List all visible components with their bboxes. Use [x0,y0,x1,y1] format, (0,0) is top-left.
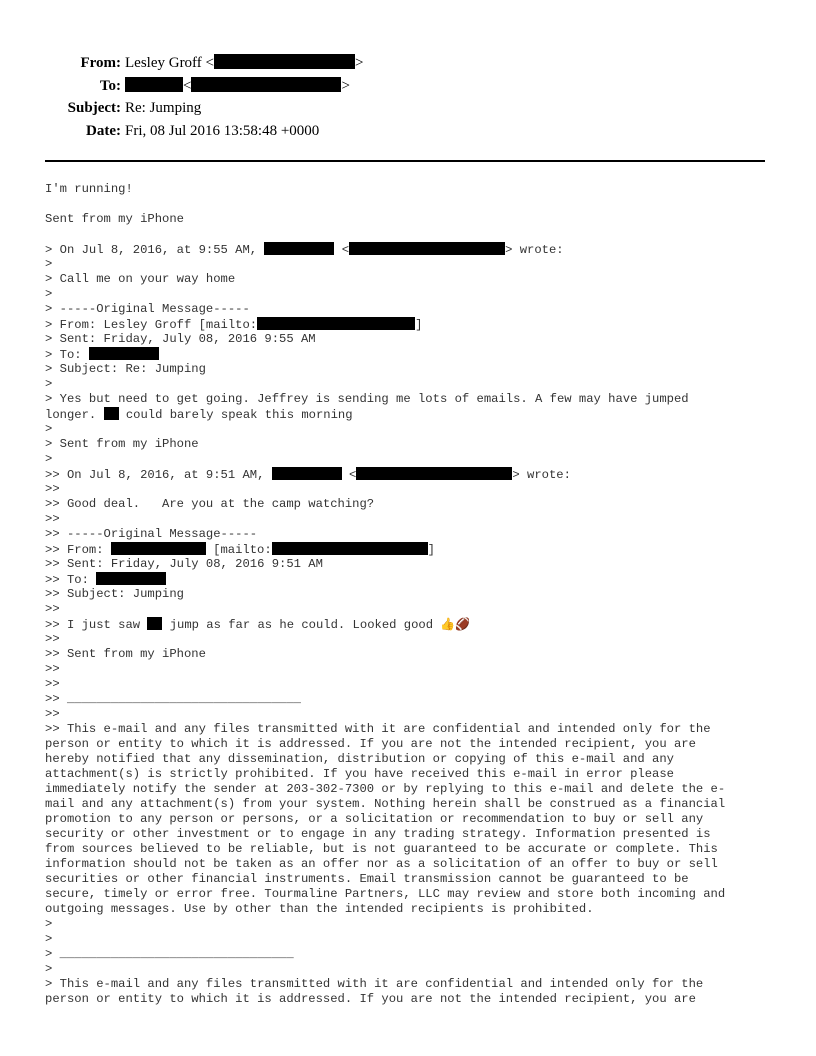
quote-text: ] [415,318,423,332]
quote-text: < [341,468,357,482]
body-line: >> [45,482,60,496]
date-row [0,120,816,143]
subject-row [0,97,816,120]
to-line [45,347,785,362]
quote-text: >> On Jul 8, 2016, at 9:51 AM, [45,468,272,482]
quote-text: >> I just saw [45,618,148,632]
body-line: >> Good deal. Are you at the camp watching? [45,497,375,511]
from-label: From: [80,55,121,71]
quote-text: > From: Lesley Groff [mailto: [45,318,258,332]
redaction-block [191,77,341,92]
signature-rule: > ________________________________ [45,947,294,961]
quote-text: >> From: [45,543,111,557]
body-line: >> Sent from my iPhone [45,647,206,661]
quote-text: > wrote: [512,468,571,482]
redaction-block [349,242,505,255]
redaction-block [111,542,206,555]
redaction-block [104,407,119,420]
redaction-block [96,572,166,585]
to-line [45,572,785,587]
body-line [45,407,785,422]
redaction-block [214,54,355,69]
body-line: > -----Original Message----- [45,302,250,316]
quote-header-line [45,242,785,257]
to-open: < [183,77,192,94]
from-row [0,52,816,75]
body-line: > [45,962,53,976]
body-line: >> [45,707,60,721]
header-divider [45,160,765,162]
redaction-block [264,242,334,255]
subject-label: Subject: [67,100,121,116]
subject-value: Re: Jumping [125,100,202,116]
body-line: > [45,452,53,466]
body-line: > [45,257,53,271]
date-value: Fri, 08 Jul 2016 13:58:48 +0000 [125,122,320,139]
body-line: > [45,377,53,391]
to-row [0,75,816,98]
body-line: >> Subject: Jumping [45,587,184,601]
body-line: >> Sent: Friday, July 08, 2016 9:51 AM [45,557,323,571]
redaction-block [257,317,415,330]
from-line [45,542,785,557]
date-label: Date: [86,122,121,139]
redaction-block [356,467,512,480]
body-line [45,617,785,632]
quote-text: jump as far as he could. Looked good [162,618,441,632]
body-line: >> [45,677,60,691]
body-line: >> [45,512,60,526]
quote-text: [mailto: [205,543,272,557]
football-icon: 🏈 [455,617,471,631]
quote-text: > On Jul 8, 2016, at 9:55 AM, [45,243,265,257]
from-line [45,317,785,332]
disclaimer-paragraph: >> This e-mail and any files transmitted with it are confidential and intended only for the person or entity to which it is addressed. If you are not the intended recipient, you are hereby notified that any dissemination, distribution or copying of this e-mail and any attachment(s) is strictly prohibited. If you have received this e-mail in error please immediately notify the sender at 203-302-7300 or by replying to this e-mail and delete the e- mail and any attachment(s) from your system. Nothing herein shall be construed as a financial promotion to any person or persons, or a solicitation or recommendation to buy or sell any security or other investment or to engage in any trading strategy. Information presented is from sources believed to be reliable, but is not guaranteed to be accurate or complete. This information should not be taken as an offer nor as a solicitation of an offer to buy or sell securities or other financial instruments. Email transmission cannot be guaranteed to be secure, timely or error free. Tourmaline Partners, LLC may review and store both incoming and outgoing messages. Use by other than the intended recipients is prohibited. [45,722,726,916]
body-line: > [45,422,53,436]
quote-text: could barely speak this morning [118,408,353,422]
quote-text: >> To: [45,573,97,587]
email-body [45,182,785,1007]
body-line: > [45,917,53,931]
redaction-block [125,77,183,92]
redaction-block [89,347,159,360]
disclaimer-paragraph: > This e-mail and any files transmitted with it are confidential and intended only for the person or entity to which it is addressed. If you are not the intended recipient, you are [45,977,704,1006]
from-close: > [355,55,364,71]
body-line: >> -----Original Message----- [45,527,258,541]
quote-text: ] [427,543,435,557]
redaction-block [272,467,342,480]
quote-header-line [45,467,785,482]
signature-rule: >> ________________________________ [45,692,301,706]
body-line: >> [45,662,60,676]
body-line: I'm running! [45,182,133,196]
body-line: >> [45,632,60,646]
quote-text: longer. [45,408,104,422]
quote-text: < [334,243,350,257]
body-line: > [45,287,53,301]
body-line: >> [45,602,60,616]
body-line: > Subject: Re: Jumping [45,362,206,376]
body-line: > Call me on your way home [45,272,236,286]
body-line: > Yes but need to get going. Jeffrey is sending me lots of emails. A few may have jumped [45,392,689,406]
body-line: > Sent: Friday, July 08, 2016 9:55 AM [45,332,316,346]
to-close: > [341,77,350,94]
quote-text: > wrote: [505,243,564,257]
from-name: Lesley Groff < [125,55,214,71]
redaction-block [147,617,162,630]
to-label: To: [99,77,121,94]
body-line: Sent from my iPhone [45,212,184,226]
body-line: > Sent from my iPhone [45,437,199,451]
body-line: > [45,932,53,946]
email-header [0,52,816,142]
redaction-block [272,542,428,555]
quote-text: > To: [45,348,89,362]
thumbs-up-icon: 👍 [440,617,456,631]
